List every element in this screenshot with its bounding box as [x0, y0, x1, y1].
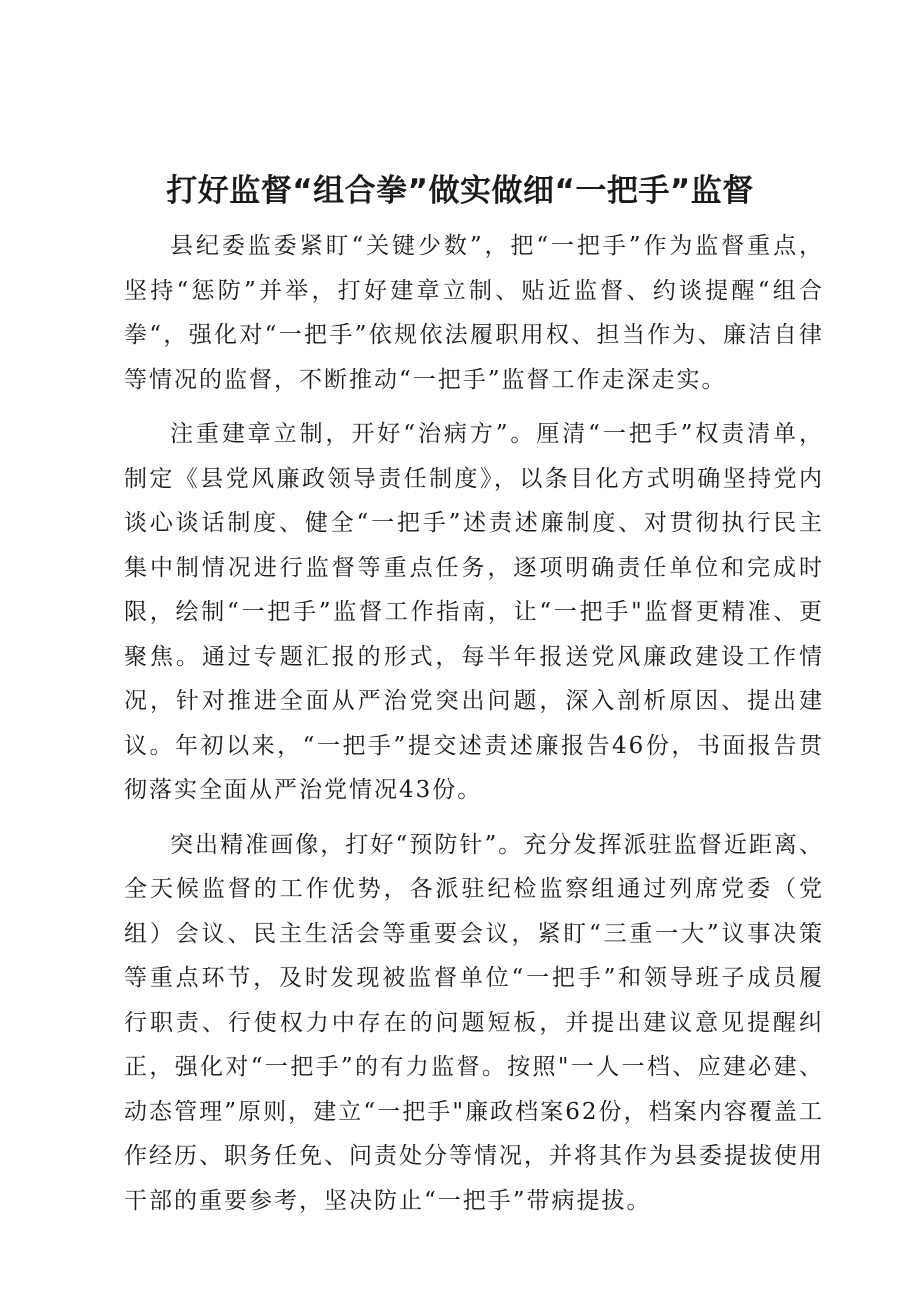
paragraph-rules: 注重建章立制，开好“治病方”。厘清“一把手”权责清单，制定《县党风廉政领导责任制度》，以条目化方式明确坚持党内谈心谈话制度、健全“一把手”述责述廉制度、对贯彻执行民主集中制情况进行监督等重点任务，逐项明确责任单位和完成时限，绘制“一把手”监督工作指南，让“一把手"监督更精准、更聚焦。通过专题汇报的形式，每半年报送党风廉政建设工作情况，针对推进全面从严治党突出问题，深入剖析原因、提出建议。年初以来，“一把手”提交述责述廉报告46份，书面报告贯彻落实全面从严治党情况43份。 — [124, 421, 824, 803]
document-title: 打好监督“组合拳”做实做细“一把手”监督 — [166, 173, 754, 209]
document-body — [124, 224, 824, 1233]
paragraph-profiling: 突出精准画像，打好“预防针”。充分发挥派驻监督近距离、全天候监督的工作优势，各派驻纪检监察组通过列席党委（党组）会议、民主生活会等重要会议，紧盯“三重一大”议事决策等重点环节，及时发现被监督单位“一把手”和领导班子成员履行职责、行使权力中存在的问题短板，并提出建议意见提醒纠正，强化对“一把手”的有力监督。按照"一人一档、应建必建、动态管理”原则，建立“一把手"廉政档案62份，档案内容覆盖工作经历、职务任免、问责处分等情况，并将其作为县委提拔使用干部的重要参考，坚决防止“一把手”带病提拔。 — [124, 831, 824, 1214]
paragraph-intro: 县纪委监委紧盯“关键少数”，把“一把手”作为监督重点，坚持“惩防”并举，打好建章立制、贴近监督、约谈提醒“组合拳“，强化对“一把手”依规依法履职用权、担当作为、廉洁自律等情况的监督，不断推动“一把手”监督工作走深走实。 — [124, 233, 824, 393]
